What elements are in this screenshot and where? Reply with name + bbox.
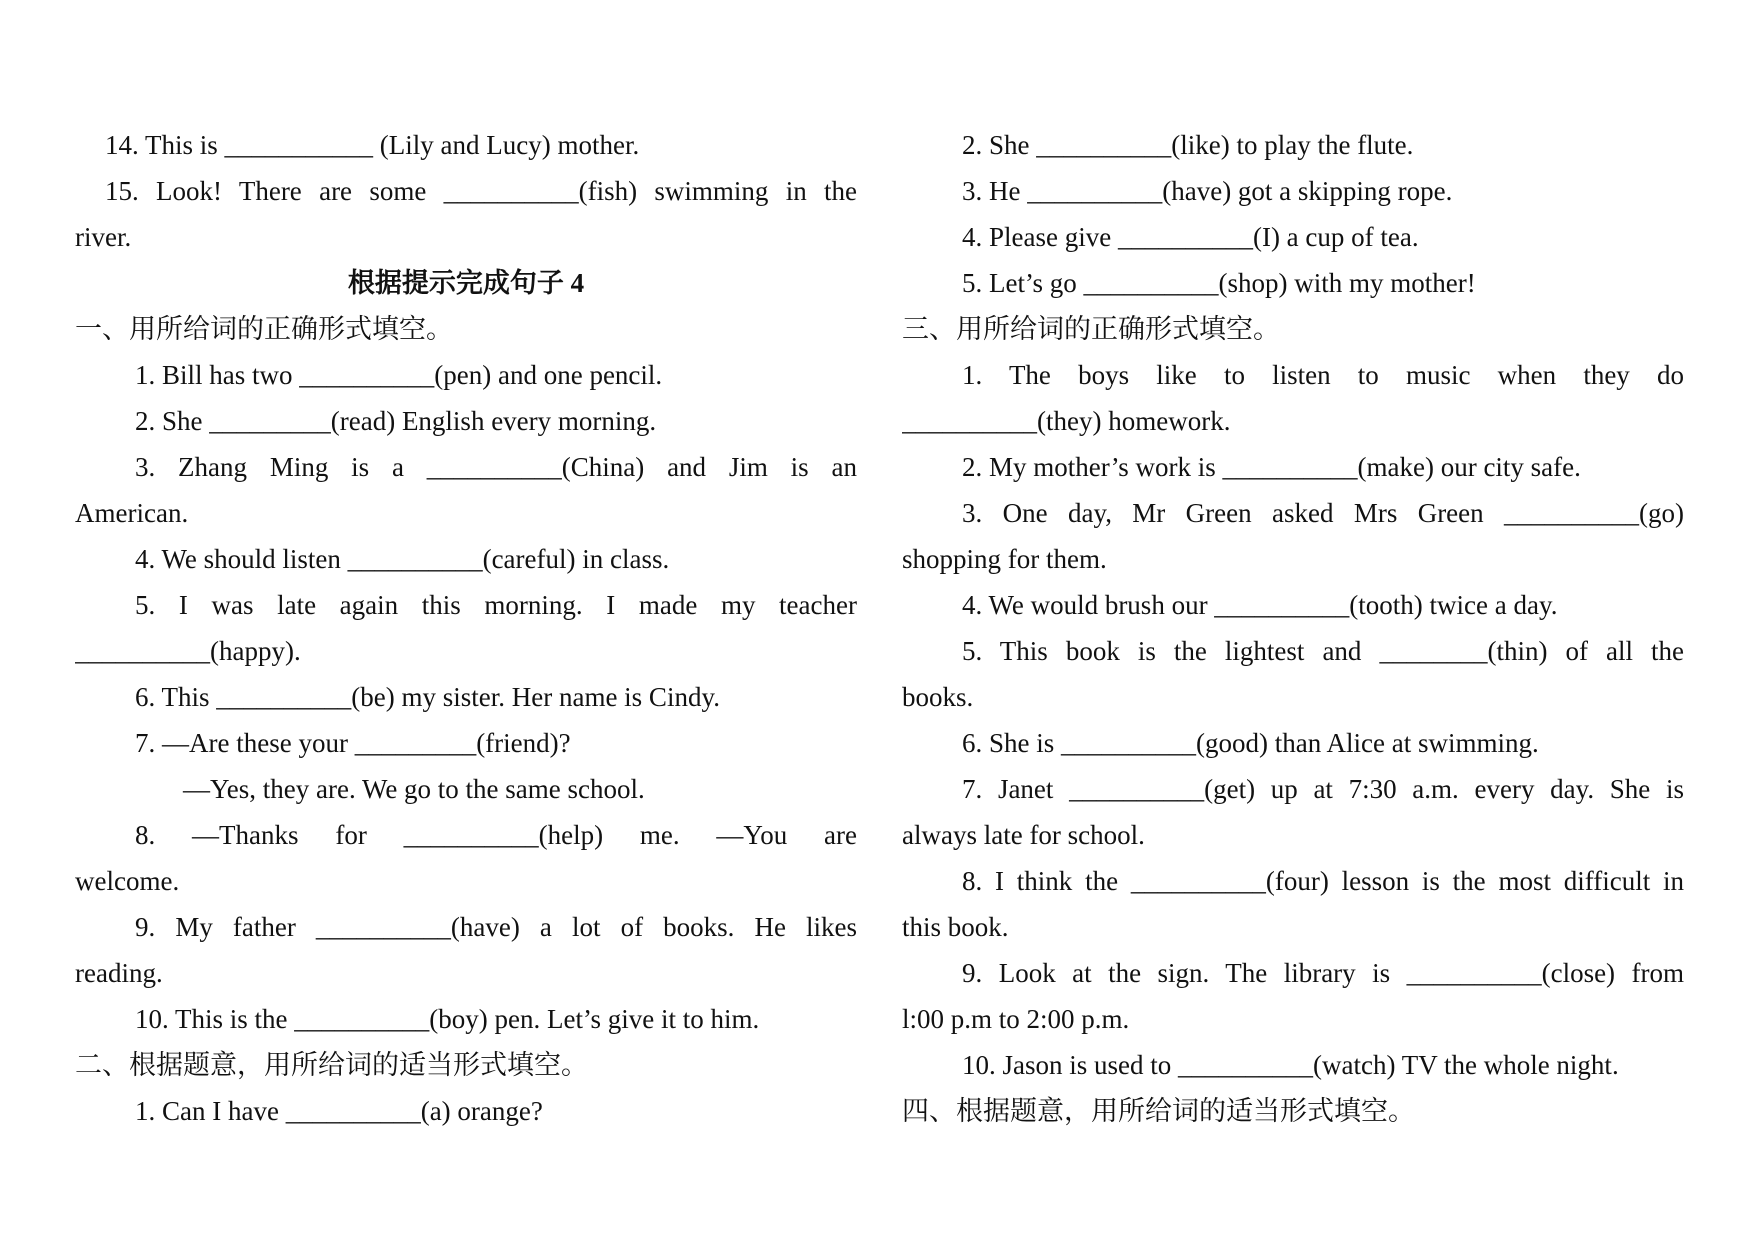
text-line: 3. He __________(have) got a skipping rope. <box>962 176 1453 206</box>
text-line: 10. Jason is used to __________(watch) TV the whole night. <box>962 1050 1619 1080</box>
text-line: 6. She is __________(good) than Alice at swimming. <box>962 728 1539 758</box>
text-line: 10. This is the __________(boy) pen. Let’s give it to him. <box>135 1004 760 1034</box>
text-line: 1. The boys like to listen to music when they do <box>962 360 1684 390</box>
text-line: 二、根据题意，用所给词的适当形式填空。 <box>75 1050 588 1080</box>
text-line: books. <box>902 682 974 712</box>
text-line: this book. <box>902 912 1009 942</box>
right-column <box>902 122 1684 1134</box>
text-line: 四、根据题意，用所给词的适当形式填空。 <box>902 1096 1415 1126</box>
text-line: 2. She __________(like) to play the flute. <box>962 130 1414 160</box>
text-line: __________(they) homework. <box>902 406 1231 436</box>
text-line: 一、用所给词的正确形式填空。 <box>75 314 453 344</box>
text-line: 1. Can I have __________(a) orange? <box>135 1096 543 1126</box>
text-line: 8. I think the __________(four) lesson is the most difficult in <box>962 866 1684 896</box>
text-line: __________(happy). <box>75 636 301 666</box>
text-line: 4. Please give __________(I) a cup of tea. <box>962 222 1419 252</box>
text-line: 3. Zhang Ming is a __________(China) and Jim is an <box>135 452 857 482</box>
text-line: shopping for them. <box>902 544 1107 574</box>
text-line: 5. Let’s go __________(shop) with my mother! <box>962 268 1476 298</box>
text-line: 3. One day, Mr Green asked Mrs Green __________(go) <box>962 498 1684 528</box>
text-line: welcome. <box>75 866 180 896</box>
section-title: 根据提示完成句子 4 <box>347 268 585 298</box>
text-line: 6. This __________(be) my sister. Her name is Cindy. <box>135 682 720 712</box>
text-line: reading. <box>75 958 163 988</box>
text-line: 2. My mother’s work is __________(make) our city safe. <box>962 452 1581 482</box>
text-line: 4. We should listen __________(careful) in class. <box>135 544 670 574</box>
text-line: 14. This is ___________ (Lily and Lucy) mother. <box>105 130 640 160</box>
text-line: 4. We would brush our __________(tooth) twice a day. <box>962 590 1558 620</box>
text-line: —Yes, they are. We go to the same school. <box>183 774 645 804</box>
text-line: river. <box>75 222 132 252</box>
text-line: 1. Bill has two __________(pen) and one pencil. <box>135 360 663 390</box>
left-column <box>75 122 857 1134</box>
text-line: 7. Janet __________(get) up at 7:30 a.m. every day. She is <box>962 774 1684 804</box>
text-line: 5. I was late again this morning. I made my teacher <box>135 590 857 620</box>
text-line: 2. She _________(read) English every morning. <box>135 406 657 436</box>
text-line: 7. —Are these your _________(friend)? <box>135 728 571 758</box>
text-line: always late for school. <box>902 820 1145 850</box>
text-line: 15. Look! There are some __________(fish) swimming in the <box>105 176 857 206</box>
text-line: l:00 p.m to 2:00 p.m. <box>902 1004 1130 1034</box>
text-line: American. <box>75 498 189 528</box>
text-line: 9. My father __________(have) a lot of books. He likes <box>135 912 857 942</box>
text-line: 5. This book is the lightest and ________(thin) of all the <box>962 636 1684 666</box>
text-line: 三、用所给词的正确形式填空。 <box>902 314 1280 344</box>
text-line: 9. Look at the sign. The library is __________(close) from <box>962 958 1684 988</box>
text-line: 8. —Thanks for __________(help) me. —You are <box>135 820 857 850</box>
